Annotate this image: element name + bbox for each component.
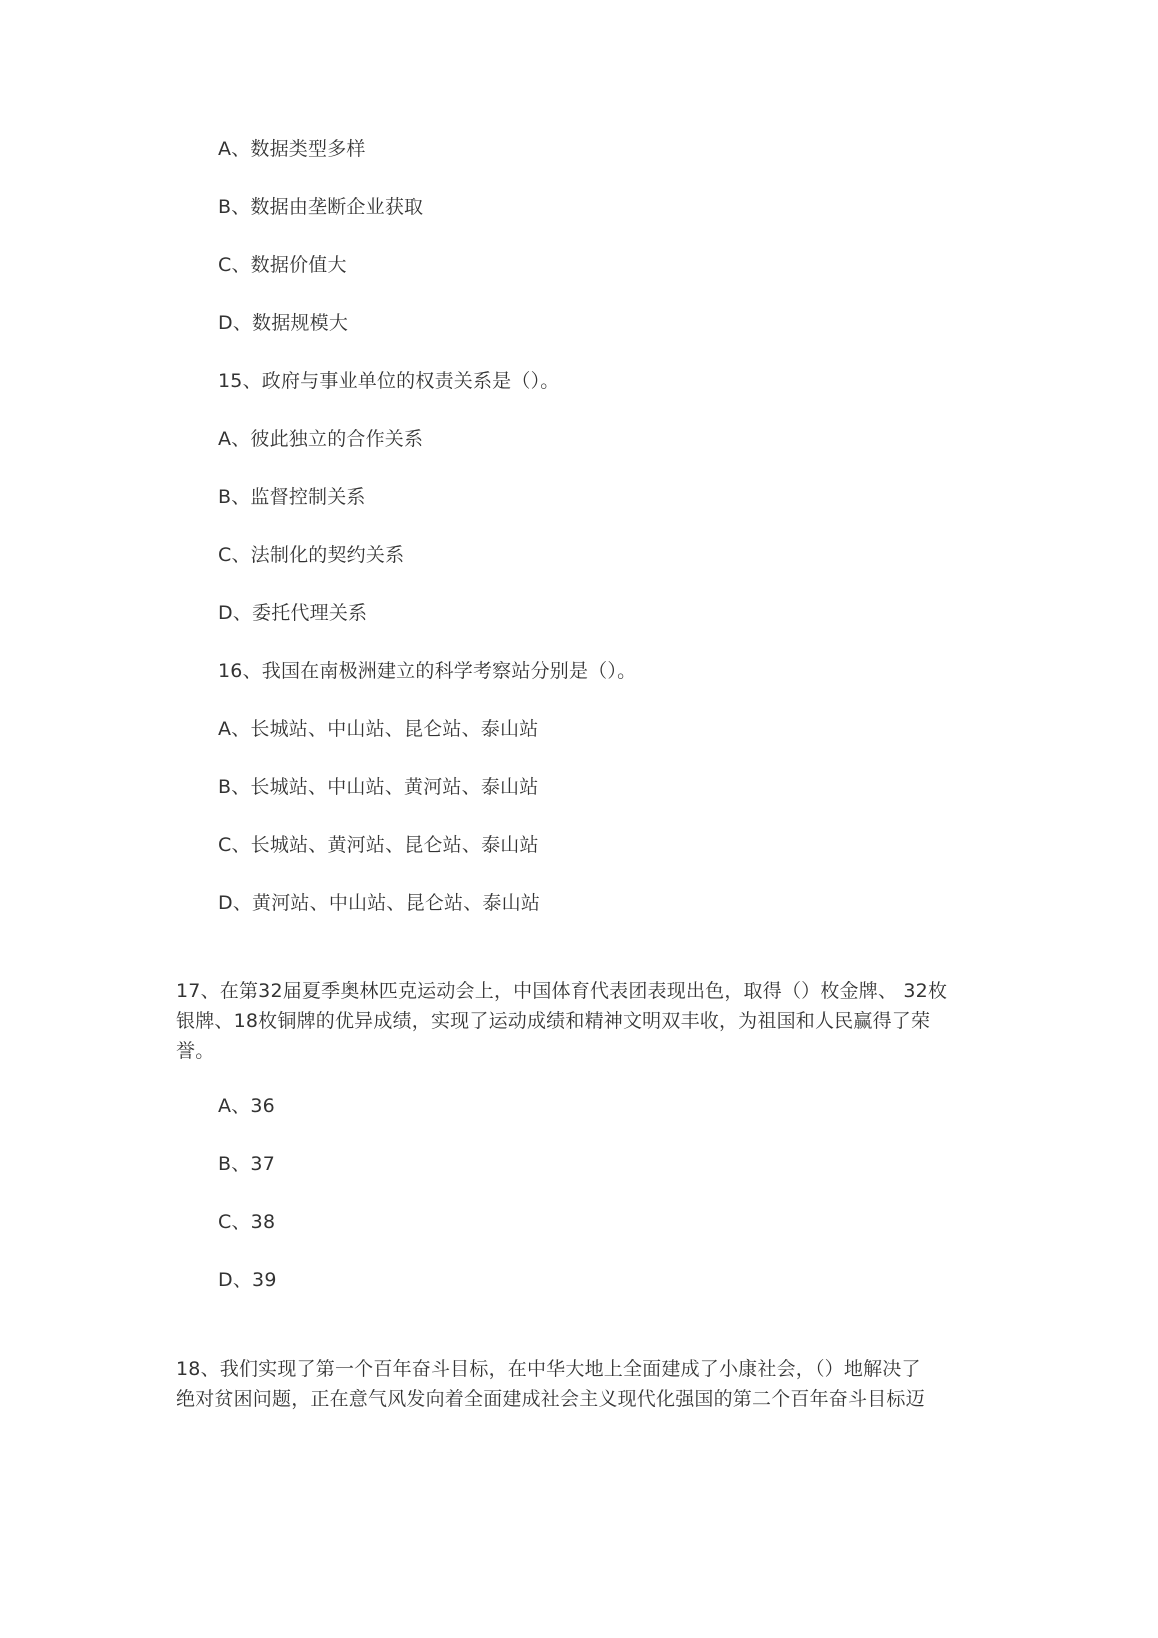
q18-stem-line: 绝对贫困问题，正在意气风发向着全面建成社会主义现代化强国的第二个百年奋斗目标迈 (176, 1388, 925, 1410)
q15-option-c: C、法制化的契约关系 (218, 544, 405, 566)
q17-option-c: C、38 (218, 1211, 276, 1233)
q14-option-a: A、数据类型多样 (218, 138, 366, 160)
q15-option-b: B、监督控制关系 (218, 486, 366, 508)
q16-stem: 16、我国在南极洲建立的科学考察站分别是（）。 (218, 660, 637, 682)
q17-stem-line: 银牌、18枚铜牌的优异成绩，实现了运动成绩和精神文明双丰收，为祖国和人民赢得了荣 (176, 1010, 931, 1032)
q17-stem-line: 誉。 (176, 1040, 215, 1062)
q14-option-b: B、数据由垄断企业获取 (218, 196, 424, 218)
q18-stem (176, 1354, 986, 1414)
q15-option-d: D、委托代理关系 (218, 602, 368, 624)
q18-stem-line: 18、我们实现了第一个百年奋斗目标，在中华大地上全面建成了小康社会，（）地解决了 (176, 1358, 921, 1380)
q16-option-c: C、长城站、黄河站、昆仑站、泰山站 (218, 834, 539, 856)
q16-option-a: A、长城站、中山站、昆仑站、泰山站 (218, 718, 539, 740)
q14-option-c: C、数据价值大 (218, 254, 347, 276)
q17-stem (176, 976, 986, 1066)
q17-option-b: B、37 (218, 1153, 276, 1175)
q17-option-d: D、39 (218, 1269, 277, 1291)
q17-option-a: A、36 (218, 1095, 275, 1117)
q16-option-b: B、长城站、中山站、黄河站、泰山站 (218, 776, 539, 798)
q14-option-d: D、数据规模大 (218, 312, 349, 334)
q17-stem-line: 17、在第32届夏季奥林匹克运动会上，中国体育代表团表现出色，取得（）枚金牌、 32枚 (176, 980, 948, 1002)
q15-stem: 15、政府与事业单位的权责关系是（）。 (218, 370, 560, 392)
q16-option-d: D、黄河站、中山站、昆仑站、泰山站 (218, 892, 541, 914)
q15-option-a: A、彼此独立的合作关系 (218, 428, 424, 450)
